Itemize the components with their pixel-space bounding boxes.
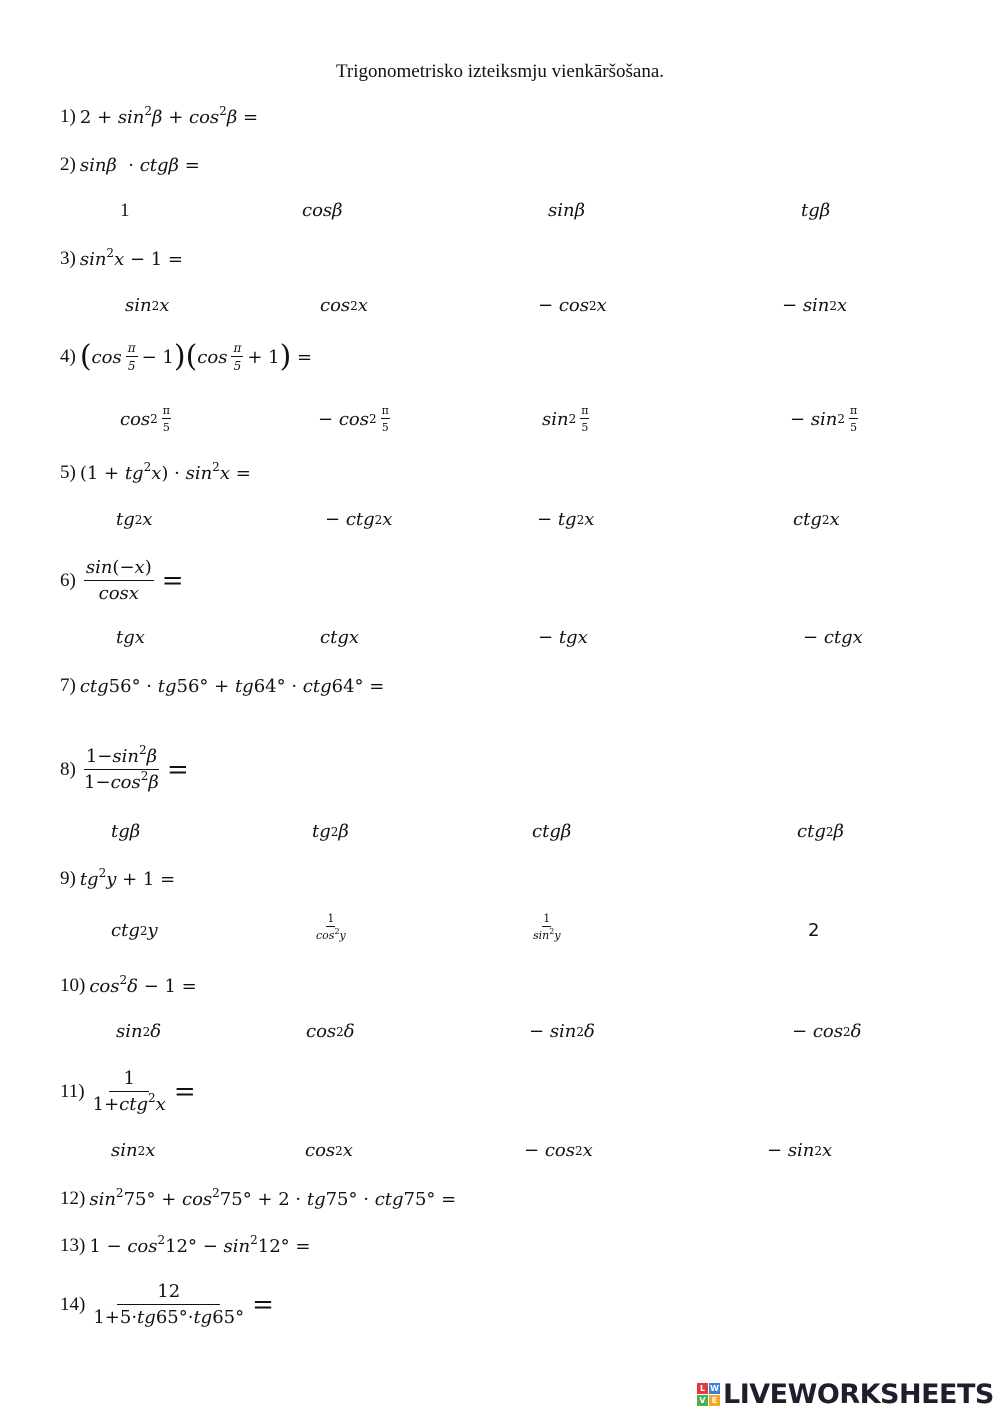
question-2	[60, 154, 200, 176]
q2-option-4[interactable]: tgβ	[801, 200, 831, 221]
question-expression: $tg^2y + 1$ =	[79, 865, 176, 890]
question-expression: $\sin^2x - 1$ =	[79, 245, 183, 270]
question-number: 5)	[60, 462, 76, 483]
question-expression: ctg56° · tg56° + tg64° · ctg64° =	[79, 675, 385, 697]
question-number: 14)	[60, 1293, 86, 1315]
q9-option-4[interactable]: 2	[808, 920, 820, 941]
question-9	[60, 865, 176, 890]
question-12	[60, 1185, 457, 1210]
question-expression: $\frac{1-\sin^2\beta}{1-\cos^2\beta}$ =	[84, 743, 189, 793]
q9-option-2[interactable]: $\frac{1}{\cos^2y}$	[316, 912, 346, 942]
question-4	[60, 341, 312, 373]
q4-option-3[interactable]: sin 2 $\frac{\pi}{5}$	[542, 404, 589, 434]
q3-option-2[interactable]: cos 2 x	[320, 295, 368, 316]
q10-option-1[interactable]: sin 2 δ	[116, 1021, 162, 1042]
q4-option-1[interactable]: cos 2 $\frac{\pi}{5}$	[120, 404, 171, 434]
question-expression: $2 + \sin^2\beta + \cos^2\beta$ =	[79, 103, 259, 128]
q8-option-2[interactable]: tg 2 β	[312, 821, 349, 842]
question-expression: $\frac{\sin(-x)}{\cos x}$ =	[85, 557, 184, 604]
q2-option-1[interactable]: 1	[120, 200, 130, 221]
question-13	[60, 1232, 311, 1257]
page-title: Trigonometrisko izteiksmju vienkāršošana.	[335, 61, 665, 82]
question-expression: $\cos^2\delta - 1$ =	[89, 972, 197, 997]
question-10	[60, 972, 197, 997]
q11-option-3[interactable]: − cos 2 x	[524, 1140, 593, 1161]
q5-option-2[interactable]: − ctg 2 x	[325, 509, 393, 530]
question-5	[60, 459, 251, 484]
question-number: 11)	[60, 1080, 85, 1102]
question-14	[60, 1281, 274, 1328]
question-number: 9)	[60, 868, 76, 889]
question-expression: sinβ · ctgβ =	[79, 154, 200, 176]
q9-option-3[interactable]: $\frac{1}{\sin^2y}$	[533, 912, 561, 942]
question-number: 6)	[60, 569, 76, 591]
question-expression: $\frac{1}{1+ctg^2x}$ =	[92, 1068, 196, 1115]
q6-option-1[interactable]: tgx	[116, 627, 145, 648]
q5-option-3[interactable]: − tg 2 x	[537, 509, 595, 530]
q3-option-3[interactable]: − cos 2 x	[538, 295, 607, 316]
q5-option-4[interactable]: ctg 2 x	[793, 509, 840, 530]
q5-option-1[interactable]: tg 2 x	[116, 509, 153, 530]
question-number: 8)	[60, 758, 76, 780]
question-number: 7)	[60, 675, 76, 696]
question-expression: $\frac{12}{1+5\cdot tg65^\circ\cdot tg65^\circ}$ =	[93, 1281, 274, 1328]
q11-option-4[interactable]: − sin 2 x	[767, 1140, 833, 1161]
q11-option-1[interactable]: sin 2 x	[111, 1140, 156, 1161]
question-number: 2)	[60, 154, 76, 175]
q8-option-4[interactable]: ctg 2 β	[797, 821, 844, 842]
question-number: 10)	[60, 975, 86, 996]
q8-option-1[interactable]: tgβ	[111, 821, 141, 842]
question-expression: $\sin^275^\circ + \cos^275^\circ + 2 \cdot tg75^\circ \cdot ctg75^\circ$ =	[89, 1185, 457, 1210]
q3-option-4[interactable]: − sin 2 x	[782, 295, 848, 316]
question-11	[60, 1068, 196, 1115]
question-1	[60, 103, 259, 128]
question-7	[60, 675, 384, 697]
question-8	[60, 743, 189, 793]
q10-option-3[interactable]: − sin 2 δ	[529, 1021, 595, 1042]
q9-option-1[interactable]: ctg 2 y	[111, 920, 158, 941]
q6-option-3[interactable]: − tgx	[538, 627, 588, 648]
q2-option-3[interactable]: sinβ	[548, 200, 585, 221]
question-expression: ( cos $\frac{\pi}{5}$ − 1 ) ( cos $\frac{\pi}{5}$ + 1 ) =	[79, 339, 313, 374]
q2-option-2[interactable]: cosβ	[302, 200, 343, 221]
question-expression: $(1 + tg^2x) \cdot \sin^2x$ =	[79, 459, 251, 484]
logo-text: LIVEWORKSHEETS	[723, 1378, 994, 1410]
q6-option-2[interactable]: ctgx	[320, 627, 359, 648]
question-expression: $1 - \cos^212^\circ - \sin^212^\circ$ =	[89, 1232, 311, 1257]
q10-option-2[interactable]: cos 2 δ	[306, 1021, 355, 1042]
q3-option-1[interactable]: sin 2 x	[125, 295, 170, 316]
logo-squares-icon: L W V E	[697, 1383, 720, 1406]
question-number: 3)	[60, 248, 76, 269]
question-6	[60, 557, 184, 604]
question-number: 4)	[60, 346, 76, 367]
question-number: 13)	[60, 1235, 86, 1256]
q4-option-2[interactable]: − cos 2 $\frac{\pi}{5}$	[318, 404, 389, 434]
question-number: 1)	[60, 106, 76, 127]
q8-option-3[interactable]: ctgβ	[532, 821, 572, 842]
question-3	[60, 245, 183, 270]
q4-option-4[interactable]: − sin 2 $\frac{\pi}{5}$	[790, 404, 858, 434]
question-number: 12)	[60, 1188, 86, 1209]
liveworksheets-logo	[697, 1380, 994, 1408]
q10-option-4[interactable]: − cos 2 δ	[792, 1021, 862, 1042]
q6-option-4[interactable]: − ctgx	[803, 627, 863, 648]
q11-option-2[interactable]: cos 2 x	[305, 1140, 353, 1161]
